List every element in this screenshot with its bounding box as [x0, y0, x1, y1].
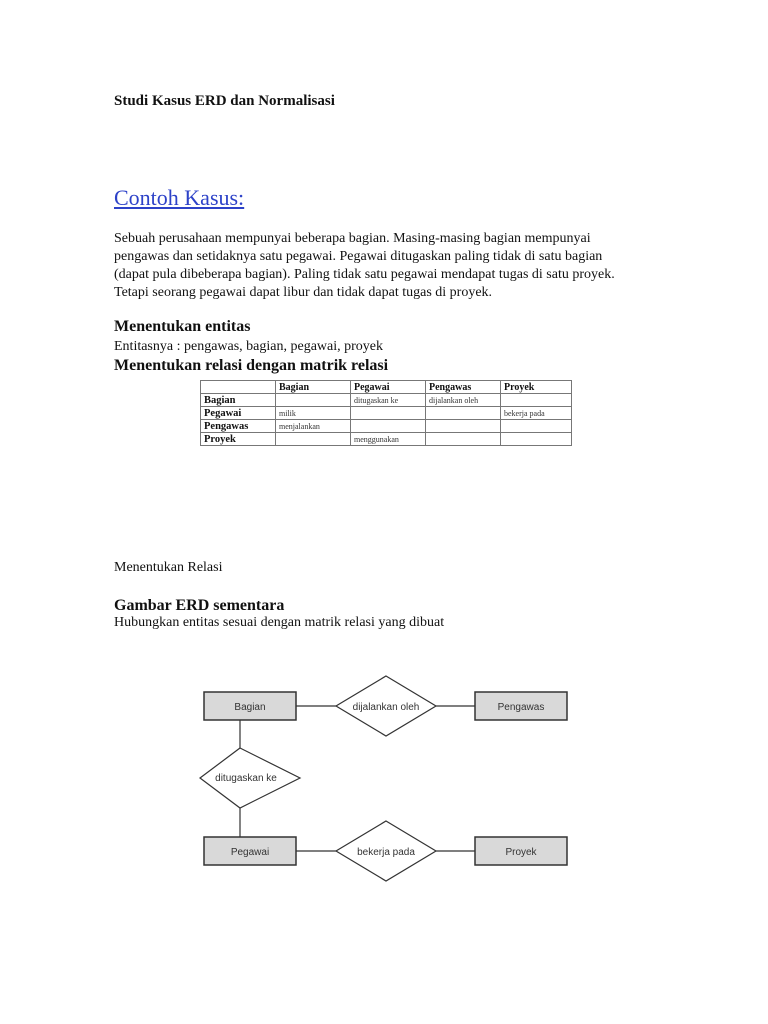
entity-pegawai [204, 837, 296, 865]
table-cell: menggunakan [351, 433, 426, 446]
relation-dijalankan-oleh [336, 676, 436, 736]
row-header: Pegawai [201, 407, 276, 420]
relation-ditugaskan-ke [200, 748, 300, 808]
paragraph-line: (dapat pula dibeberapa bagian). Paling tidak satu pegawai mendapat tugas di satu proyek. [114, 267, 615, 282]
relations-caption: Menentukan Relasi [114, 560, 223, 575]
relation-label: ditugaskan ke [215, 773, 277, 784]
column-header: Pegawai [351, 381, 426, 394]
row-header: Pengawas [201, 420, 276, 433]
entity-label: Pengawas [497, 702, 545, 713]
entity-label: Proyek [505, 847, 537, 858]
entity-label: Bagian [234, 702, 266, 713]
erd-subtext: Hubungkan entitas sesuai dengan matrik relasi yang dibuat [114, 615, 445, 630]
entities-heading: Menentukan entitas [114, 318, 251, 335]
row-header: Bagian [201, 394, 276, 407]
paragraph-line: Tetapi seorang pegawai dapat libur dan tidak dapat tugas di proyek. [114, 285, 493, 300]
table-cell: ditugaskan ke [351, 394, 426, 407]
relation-label: bekerja pada [357, 847, 415, 858]
section-heading-link[interactable]: Contoh Kasus: [114, 185, 245, 210]
table-cell: bekerja pada [501, 407, 572, 420]
row-header: Proyek [201, 433, 276, 446]
entity-bagian [204, 692, 296, 720]
document-title: Studi Kasus ERD dan Normalisasi [114, 93, 335, 109]
entity-label: Pegawai [230, 847, 270, 858]
column-header: Pengawas [426, 381, 501, 394]
relation-bekerja-pada [336, 821, 436, 881]
entities-text: Entitasnya : pengawas, bagian, pegawai, proyek [114, 339, 384, 354]
paragraph-line: Sebuah perusahaan mempunyai beberapa bagian. Masing-masing bagian mempunyai [114, 231, 591, 246]
entity-pengawas [475, 692, 567, 720]
table-cell: dijalankan oleh [426, 394, 501, 407]
table-cell: menjalankan [276, 420, 351, 433]
erd-heading: Gambar ERD sementara [114, 597, 285, 614]
paragraph-line: pengawas dan setidaknya satu pegawai. Pegawai ditugaskan paling tidak di satu bagian [114, 249, 603, 264]
matrix-heading: Menentukan relasi dengan matrik relasi [114, 357, 389, 374]
column-header: Bagian [276, 381, 351, 394]
entity-proyek [475, 837, 567, 865]
table-cell: milik [276, 407, 351, 420]
column-header: Proyek [501, 381, 572, 394]
relation-label: dijalankan oleh [352, 702, 420, 713]
